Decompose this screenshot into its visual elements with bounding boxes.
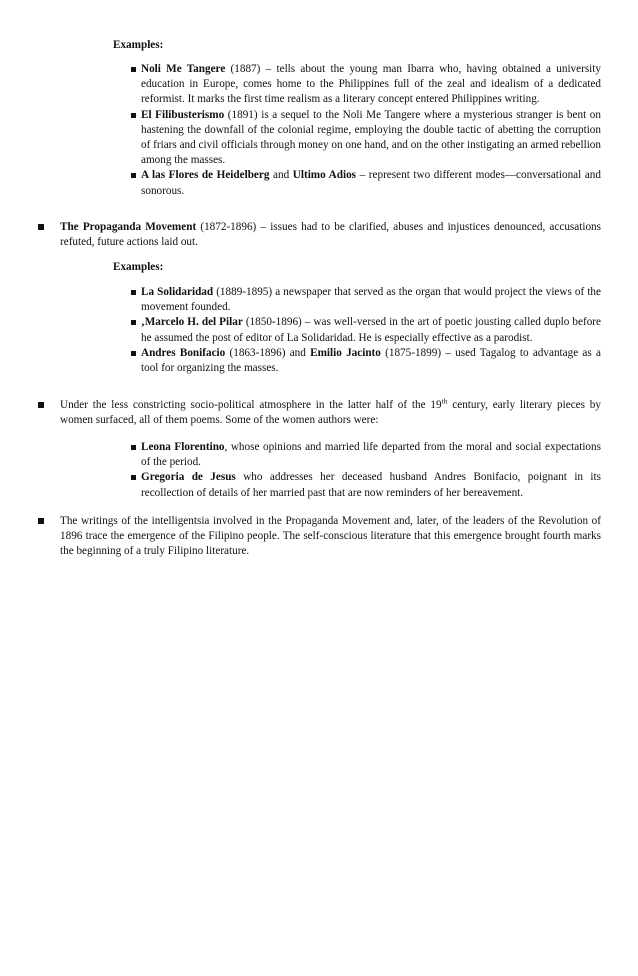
superscript: th: [441, 396, 448, 406]
list-item: [130, 346, 601, 376]
main-bullet-propaganda: [38, 220, 601, 250]
work-title: El Filibusterismo: [141, 108, 225, 121]
square-bullet-icon: [131, 113, 136, 118]
main-bullet-women-writers: [38, 398, 601, 428]
examples-label: Examples:: [113, 261, 164, 273]
item-text: (1889-1895) a newspaper that served as the organ that would project the views of the movement founded.: [141, 286, 601, 314]
item-text: (1875-1899) – used Tagalog to advantage as a tool for organizing the masses.: [141, 346, 601, 375]
author-name: Emilio Jacinto: [310, 346, 381, 359]
work-title: La Solidaridad: [141, 286, 214, 298]
paragraph-text: The writings of the intelligentsia involved in the Propaganda Movement and, later, of the leaders of the Revolution of 1896 trace the emergence of the Filipino people. The self-conscious literature that this emergence brought fourth marks the beginning of a truly Filipino literature.: [60, 515, 601, 558]
item-text: and: [269, 169, 293, 182]
list-item: [130, 62, 601, 108]
item-text: (1887) – tells about the young man Ibarra who, having obtained a university education in Europe, comes home to the Philippines full of the zeal and idealism of a dedicated reformist. It marks the first time realism as a literary concept entered Philippines writing.: [141, 63, 601, 106]
list-item: [130, 108, 601, 169]
examples-list-novels: [130, 62, 601, 199]
paragraph-text: (1872-1896) – issues had to be clarified, abuses and injustices denounced, accusations refuted, future actions laid out.: [60, 221, 601, 249]
square-bullet-icon: [131, 320, 136, 325]
square-bullet-icon: [38, 518, 44, 524]
work-title: Ultimo Adios: [292, 169, 357, 182]
work-title: A las Flores de Heidelberg: [141, 169, 270, 182]
list-item: [130, 440, 601, 470]
item-text: (1850-1896) – was well-versed in the art of poetic jousting called duplo before he assumed the post of editor of La Solidaridad. He is especially effective as a parodist.: [141, 316, 601, 344]
square-bullet-icon: [131, 290, 136, 295]
author-name: Gregoria de Jesus: [141, 471, 236, 484]
list-item: [130, 315, 601, 345]
author-name: Andres Bonifacio: [141, 346, 226, 359]
item-text: who addresses her deceased husband Andres Bonifacio, poignant in its recollection of details of her married past that are now reminders of her bereavement.: [141, 471, 602, 499]
square-bullet-icon: [38, 224, 44, 230]
author-name: Leona Florentino: [141, 441, 225, 453]
author-name: ‚Marcelo H. del Pilar: [141, 316, 243, 329]
square-bullet-icon: [131, 445, 136, 450]
examples-label: Examples:: [113, 39, 164, 51]
paragraph-text: Under the less constricting socio-political atmosphere in the latter half of the 19: [60, 399, 442, 411]
item-text: , whose opinions and married life departed from the moral and social expectations of the period.: [141, 441, 601, 469]
list-item: [130, 285, 601, 315]
square-bullet-icon: [131, 173, 136, 178]
paragraph-text: century, early literary pieces by women surfaced, all of them poems. Some of the women authors were:: [60, 399, 601, 427]
examples-list-women: [130, 440, 601, 501]
square-bullet-icon: [131, 67, 136, 72]
work-title: Noli Me Tangere: [141, 63, 226, 75]
list-item: [130, 168, 601, 198]
section-heading: The Propaganda Movement: [60, 221, 197, 233]
square-bullet-icon: [131, 475, 136, 480]
square-bullet-icon: [38, 402, 44, 408]
square-bullet-icon: [131, 351, 136, 356]
item-text: – represent two different modes—conversational and sonorous.: [141, 169, 601, 197]
item-text: (1891) is a sequel to the Noli Me Tangere where a mysterious stranger is bent on hastening the downfall of the colonial regime, employing the double tactic of abetting the corruption of friars and civil officials through money on one hand, and on the other instigating an armed rebellion among the masses.: [141, 108, 601, 167]
examples-list-propaganda: [130, 285, 601, 376]
item-text: (1863-1896) and: [225, 346, 311, 359]
main-bullet-intelligentsia: [38, 514, 601, 560]
list-item: [130, 470, 601, 500]
